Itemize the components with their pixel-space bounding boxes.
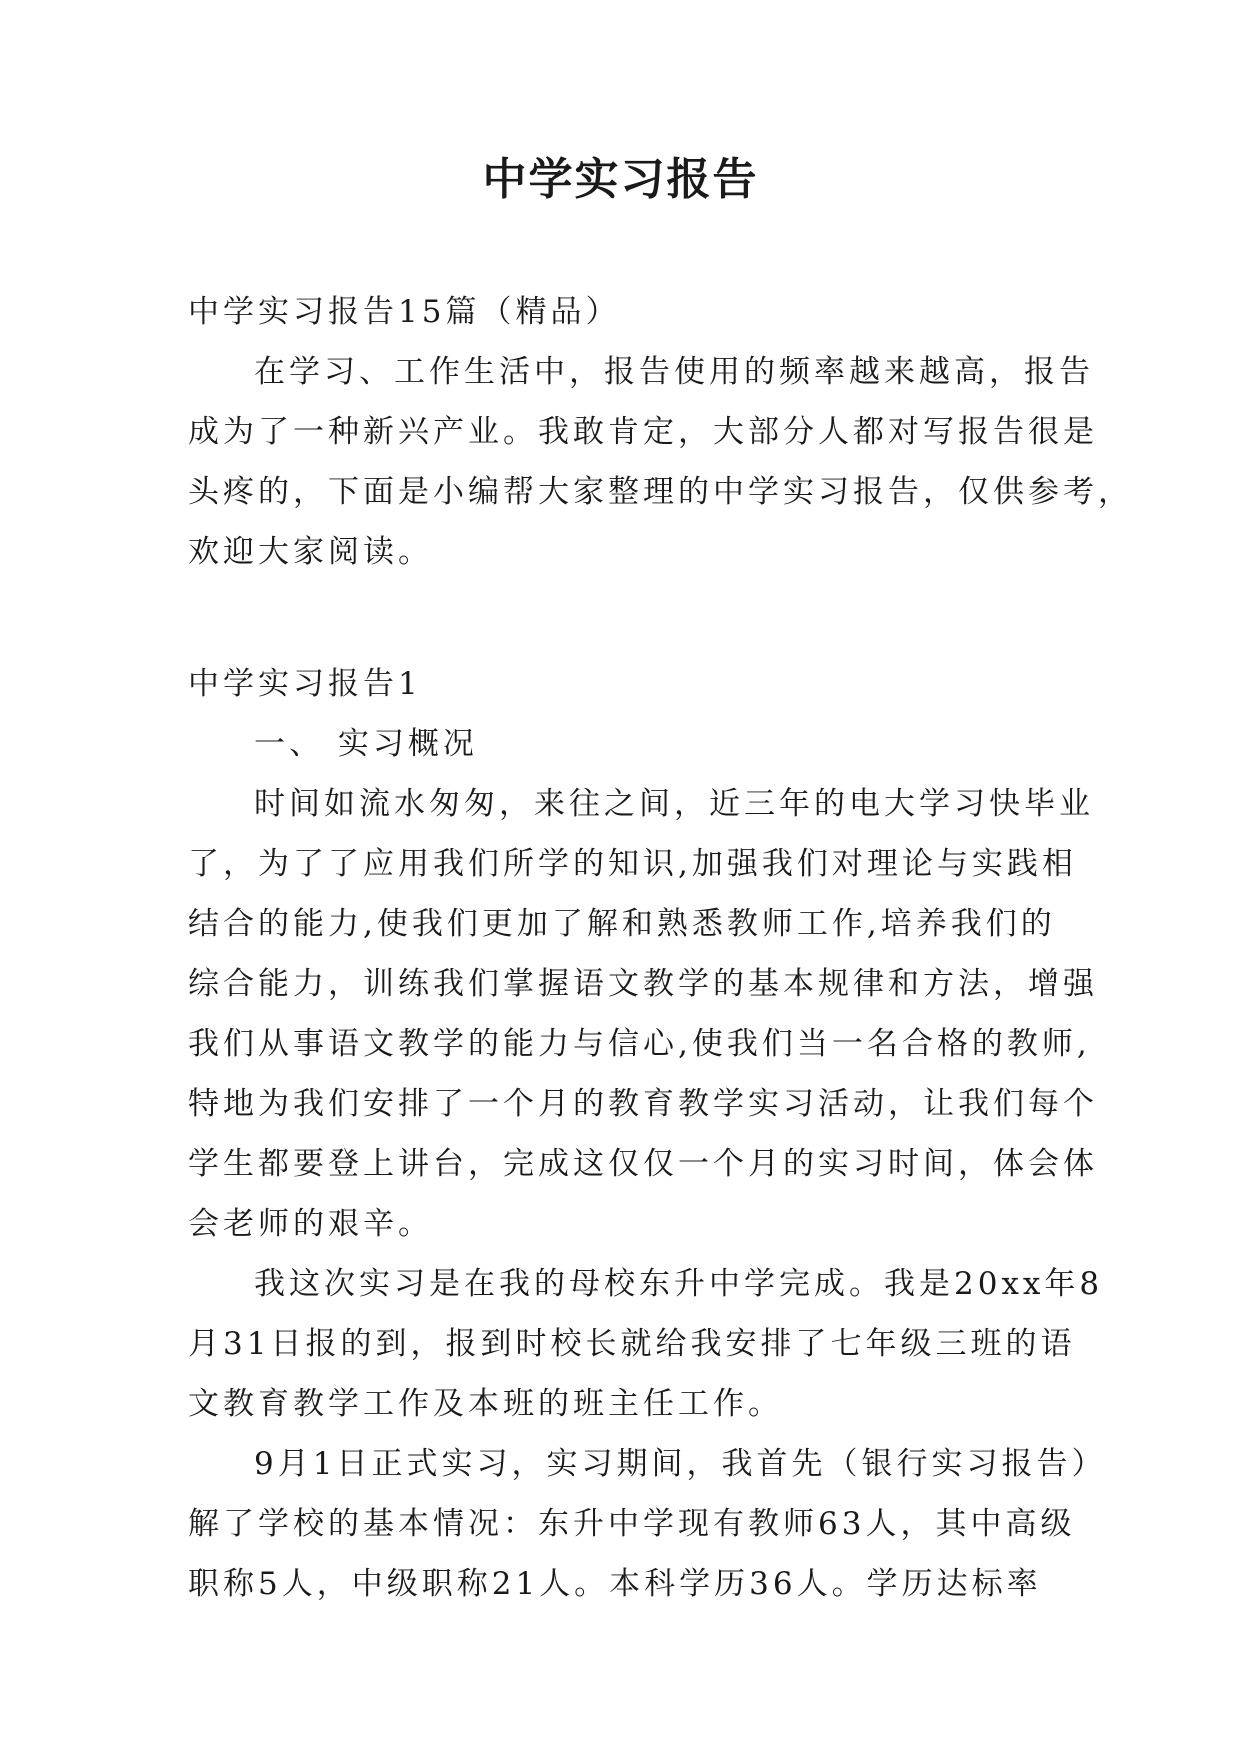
para2-line: 文教育教学工作及本班的班主任工作。 — [188, 1386, 783, 1422]
intro-line: 头疼的，下面是小编帮大家整理的中学实习报告，仅供参考， — [188, 474, 1133, 510]
para3-line: 职称5人，中级职称21人。本科学历36人。学历达标率 — [188, 1566, 1042, 1602]
para1-line: 了，为了了应用我们所学的知识,加强我们对理论与实践相 — [188, 846, 1077, 882]
section-title: 中学实习报告1 — [188, 666, 422, 702]
para2-line: 月31日报的到，报到时校长就给我安排了七年级三班的语 — [188, 1326, 1076, 1362]
para1-line: 我们从事语文教学的能力与信心,使我们当一名合格的教师, — [188, 1026, 1091, 1062]
document-body — [188, 282, 1133, 1614]
para1-line: 时间如流水匆匆，来往之间，近三年的电大学习快毕业 — [254, 786, 1094, 822]
para1-line: 会老师的艰辛。 — [188, 1206, 433, 1242]
document-subtitle: 中学实习报告15篇（精品） — [188, 294, 621, 330]
para1-line: 结合的能力,使我们更加了解和熟悉教师工作,培养我们的 — [188, 906, 1056, 942]
document-title: 中学实习报告 — [482, 154, 759, 205]
intro-line: 在学习、工作生活中，报告使用的频率越来越高，报告 — [254, 354, 1094, 390]
intro-line: 成为了一种新兴产业。我敢肯定，大部分人都对写报告很是 — [188, 414, 1098, 450]
section-heading: 一、 实习概况 — [254, 726, 478, 762]
para2-line: 我这次实习是在我的母校东升中学完成。我是20xx年8 — [254, 1266, 1104, 1302]
para1-line: 综合能力，训练我们掌握语文教学的基本规律和方法，增强 — [188, 966, 1098, 1002]
para1-line: 特地为我们安排了一个月的教育教学实习活动，让我们每个 — [188, 1086, 1098, 1122]
para3-line: 9月1日正式实习，实习期间，我首先（银行实习报告） — [254, 1446, 1107, 1482]
section-spacer — [188, 582, 1056, 654]
para3-line: 解了学校的基本情况：东升中学现有教师63人，其中高级 — [188, 1506, 1076, 1542]
para1-line: 学生都要登上讲台，完成这仅仅一个月的实习时间，体会体 — [188, 1146, 1098, 1182]
intro-line: 欢迎大家阅读。 — [188, 534, 433, 570]
